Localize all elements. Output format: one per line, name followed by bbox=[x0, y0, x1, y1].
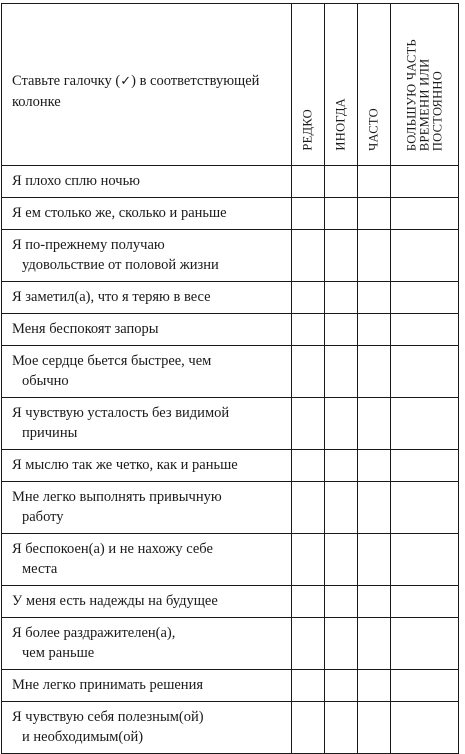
checkbox-cell-sometimes[interactable] bbox=[325, 166, 358, 198]
symptom-checklist-table bbox=[1, 3, 459, 754]
checkbox-cell-rarely[interactable] bbox=[292, 586, 325, 618]
checkbox-cell-rarely[interactable] bbox=[292, 230, 325, 282]
table-row bbox=[2, 398, 459, 450]
checkbox-cell-mostly-always[interactable] bbox=[391, 534, 459, 586]
checkbox-cell-sometimes[interactable] bbox=[325, 198, 358, 230]
checkbox-cell-rarely[interactable] bbox=[292, 702, 325, 754]
statement-text-line1: Я заметил(а), что я теряю в весе bbox=[12, 289, 211, 305]
checkbox-cell-often[interactable] bbox=[358, 198, 391, 230]
statement-text-line1: Я ем столько же, сколько и раньше bbox=[12, 205, 227, 221]
checkbox-cell-often[interactable] bbox=[358, 398, 391, 450]
column-header-sometimes bbox=[325, 4, 358, 166]
checkbox-cell-mostly-always[interactable] bbox=[391, 482, 459, 534]
statement-cell bbox=[2, 482, 292, 534]
statement-text-line2: и необходимым(ой) bbox=[22, 729, 144, 745]
statement-cell bbox=[2, 198, 292, 230]
checkbox-cell-mostly-always[interactable] bbox=[391, 670, 459, 702]
statement-text-line1: Мне легко принимать решения bbox=[12, 677, 203, 693]
statement-text-line1: Я чувствую усталость без видимой bbox=[12, 405, 230, 421]
checkbox-cell-rarely[interactable] bbox=[292, 398, 325, 450]
checkbox-cell-mostly-always[interactable] bbox=[391, 702, 459, 754]
table-row bbox=[2, 346, 459, 398]
statement-cell bbox=[2, 586, 292, 618]
checkbox-cell-often[interactable] bbox=[358, 670, 391, 702]
checkbox-cell-mostly-always[interactable] bbox=[391, 618, 459, 670]
table-row bbox=[2, 282, 459, 314]
statement-cell bbox=[2, 398, 292, 450]
table-row bbox=[2, 702, 459, 754]
statement-cell bbox=[2, 314, 292, 346]
checkbox-cell-sometimes[interactable] bbox=[325, 450, 358, 482]
statement-text-line1: Я чувствую себя полезным(ой) bbox=[12, 709, 204, 725]
column-header-often bbox=[358, 4, 391, 166]
instruction-text-before: Ставьте галочку ( bbox=[12, 73, 121, 89]
table-row bbox=[2, 230, 459, 282]
checkbox-cell-often[interactable] bbox=[358, 618, 391, 670]
checkmark-icon: ✓ bbox=[120, 74, 132, 89]
checkbox-cell-mostly-always[interactable] bbox=[391, 450, 459, 482]
checkbox-cell-rarely[interactable] bbox=[292, 346, 325, 398]
checkbox-cell-rarely[interactable] bbox=[292, 618, 325, 670]
checkbox-cell-often[interactable] bbox=[358, 282, 391, 314]
statement-text-line2: удовольствие от половой жизни bbox=[22, 257, 219, 273]
checkbox-cell-sometimes[interactable] bbox=[325, 346, 358, 398]
checkbox-cell-sometimes[interactable] bbox=[325, 618, 358, 670]
statement-cell bbox=[2, 346, 292, 398]
table-row bbox=[2, 198, 459, 230]
statement-text-line2: работу bbox=[22, 509, 64, 525]
checkbox-cell-often[interactable] bbox=[358, 346, 391, 398]
checkbox-cell-mostly-always[interactable] bbox=[391, 346, 459, 398]
statement-cell bbox=[2, 534, 292, 586]
checkbox-cell-mostly-always[interactable] bbox=[391, 230, 459, 282]
statement-cell bbox=[2, 450, 292, 482]
table-row bbox=[2, 618, 459, 670]
checkbox-cell-mostly-always[interactable] bbox=[391, 282, 459, 314]
table-row bbox=[2, 314, 459, 346]
checkbox-cell-sometimes[interactable] bbox=[325, 282, 358, 314]
checkbox-cell-sometimes[interactable] bbox=[325, 586, 358, 618]
checkbox-cell-rarely[interactable] bbox=[292, 482, 325, 534]
checkbox-cell-often[interactable] bbox=[358, 702, 391, 754]
statement-rows bbox=[2, 166, 459, 754]
statement-text-line1: Я мыслю так же четко, как и раньше bbox=[12, 457, 238, 473]
instruction-text-after: ) в соответствующей колонке bbox=[12, 73, 260, 110]
statement-text-line1: Мое сердце бьется быстрее, чем bbox=[12, 353, 212, 369]
statement-text-line2: места bbox=[22, 561, 58, 577]
checkbox-cell-often[interactable] bbox=[358, 166, 391, 198]
statement-text-line2: причины bbox=[22, 425, 78, 441]
checkbox-cell-rarely[interactable] bbox=[292, 198, 325, 230]
checkbox-cell-often[interactable] bbox=[358, 586, 391, 618]
statement-cell bbox=[2, 702, 292, 754]
statement-text-line1: Я плохо сплю ночью bbox=[12, 173, 141, 189]
column-label-sometimes: ИНОГДА bbox=[333, 98, 348, 151]
checkbox-cell-mostly-always[interactable] bbox=[391, 586, 459, 618]
checkbox-cell-sometimes[interactable] bbox=[325, 534, 358, 586]
checkbox-cell-sometimes[interactable] bbox=[325, 482, 358, 534]
checkbox-cell-rarely[interactable] bbox=[292, 534, 325, 586]
checkbox-cell-often[interactable] bbox=[358, 230, 391, 282]
table-row bbox=[2, 450, 459, 482]
table-header-row bbox=[2, 4, 459, 166]
column-label-often: ЧАСТО bbox=[366, 108, 381, 151]
table-row bbox=[2, 166, 459, 198]
statement-cell bbox=[2, 618, 292, 670]
checkbox-cell-mostly-always[interactable] bbox=[391, 314, 459, 346]
statement-cell bbox=[2, 282, 292, 314]
checkbox-cell-rarely[interactable] bbox=[292, 282, 325, 314]
statement-cell bbox=[2, 230, 292, 282]
checkbox-cell-rarely[interactable] bbox=[292, 314, 325, 346]
checkbox-cell-sometimes[interactable] bbox=[325, 398, 358, 450]
checkbox-cell-often[interactable] bbox=[358, 450, 391, 482]
statement-cell bbox=[2, 166, 292, 198]
checkbox-cell-rarely[interactable] bbox=[292, 166, 325, 198]
checkbox-cell-rarely[interactable] bbox=[292, 670, 325, 702]
checkbox-cell-rarely[interactable] bbox=[292, 450, 325, 482]
column-header-mostly-always bbox=[391, 4, 459, 166]
checkbox-cell-mostly-always[interactable] bbox=[391, 398, 459, 450]
checkbox-cell-sometimes[interactable] bbox=[325, 670, 358, 702]
statement-text-line1: Я по-прежнему получаю bbox=[12, 237, 165, 253]
table-row bbox=[2, 482, 459, 534]
statement-text-line1: У меня есть надежды на будущее bbox=[12, 593, 218, 609]
checkbox-cell-sometimes[interactable] bbox=[325, 702, 358, 754]
column-header-rarely bbox=[292, 4, 325, 166]
checkbox-cell-often[interactable] bbox=[358, 482, 391, 534]
table-row bbox=[2, 586, 459, 618]
statement-cell bbox=[2, 670, 292, 702]
statement-text-line2: чем раньше bbox=[22, 645, 95, 661]
checkbox-cell-sometimes[interactable] bbox=[325, 314, 358, 346]
instruction-cell bbox=[2, 4, 292, 166]
table-row bbox=[2, 534, 459, 586]
statement-text-line2: обычно bbox=[22, 373, 69, 389]
checkbox-cell-often[interactable] bbox=[358, 534, 391, 586]
column-label-mostly-always: БОЛЬШУЮ ЧАСТЬ ВРЕМЕНИ ИЛИ ПОСТОЯННО bbox=[404, 38, 444, 151]
checkbox-cell-often[interactable] bbox=[358, 314, 391, 346]
table-row bbox=[2, 670, 459, 702]
statement-text-line1: Меня беспокоят запоры bbox=[12, 321, 159, 337]
statement-text-line1: Я беспокоен(а) и не нахожу себе bbox=[12, 541, 213, 557]
checkbox-cell-sometimes[interactable] bbox=[325, 230, 358, 282]
statement-text-line1: Мне легко выполнять привычную bbox=[12, 489, 222, 505]
checkbox-cell-mostly-always[interactable] bbox=[391, 166, 459, 198]
statement-text-line1: Я более раздражителен(а), bbox=[12, 625, 176, 641]
column-label-rarely: РЕДКО bbox=[300, 109, 315, 151]
checkbox-cell-mostly-always[interactable] bbox=[391, 198, 459, 230]
